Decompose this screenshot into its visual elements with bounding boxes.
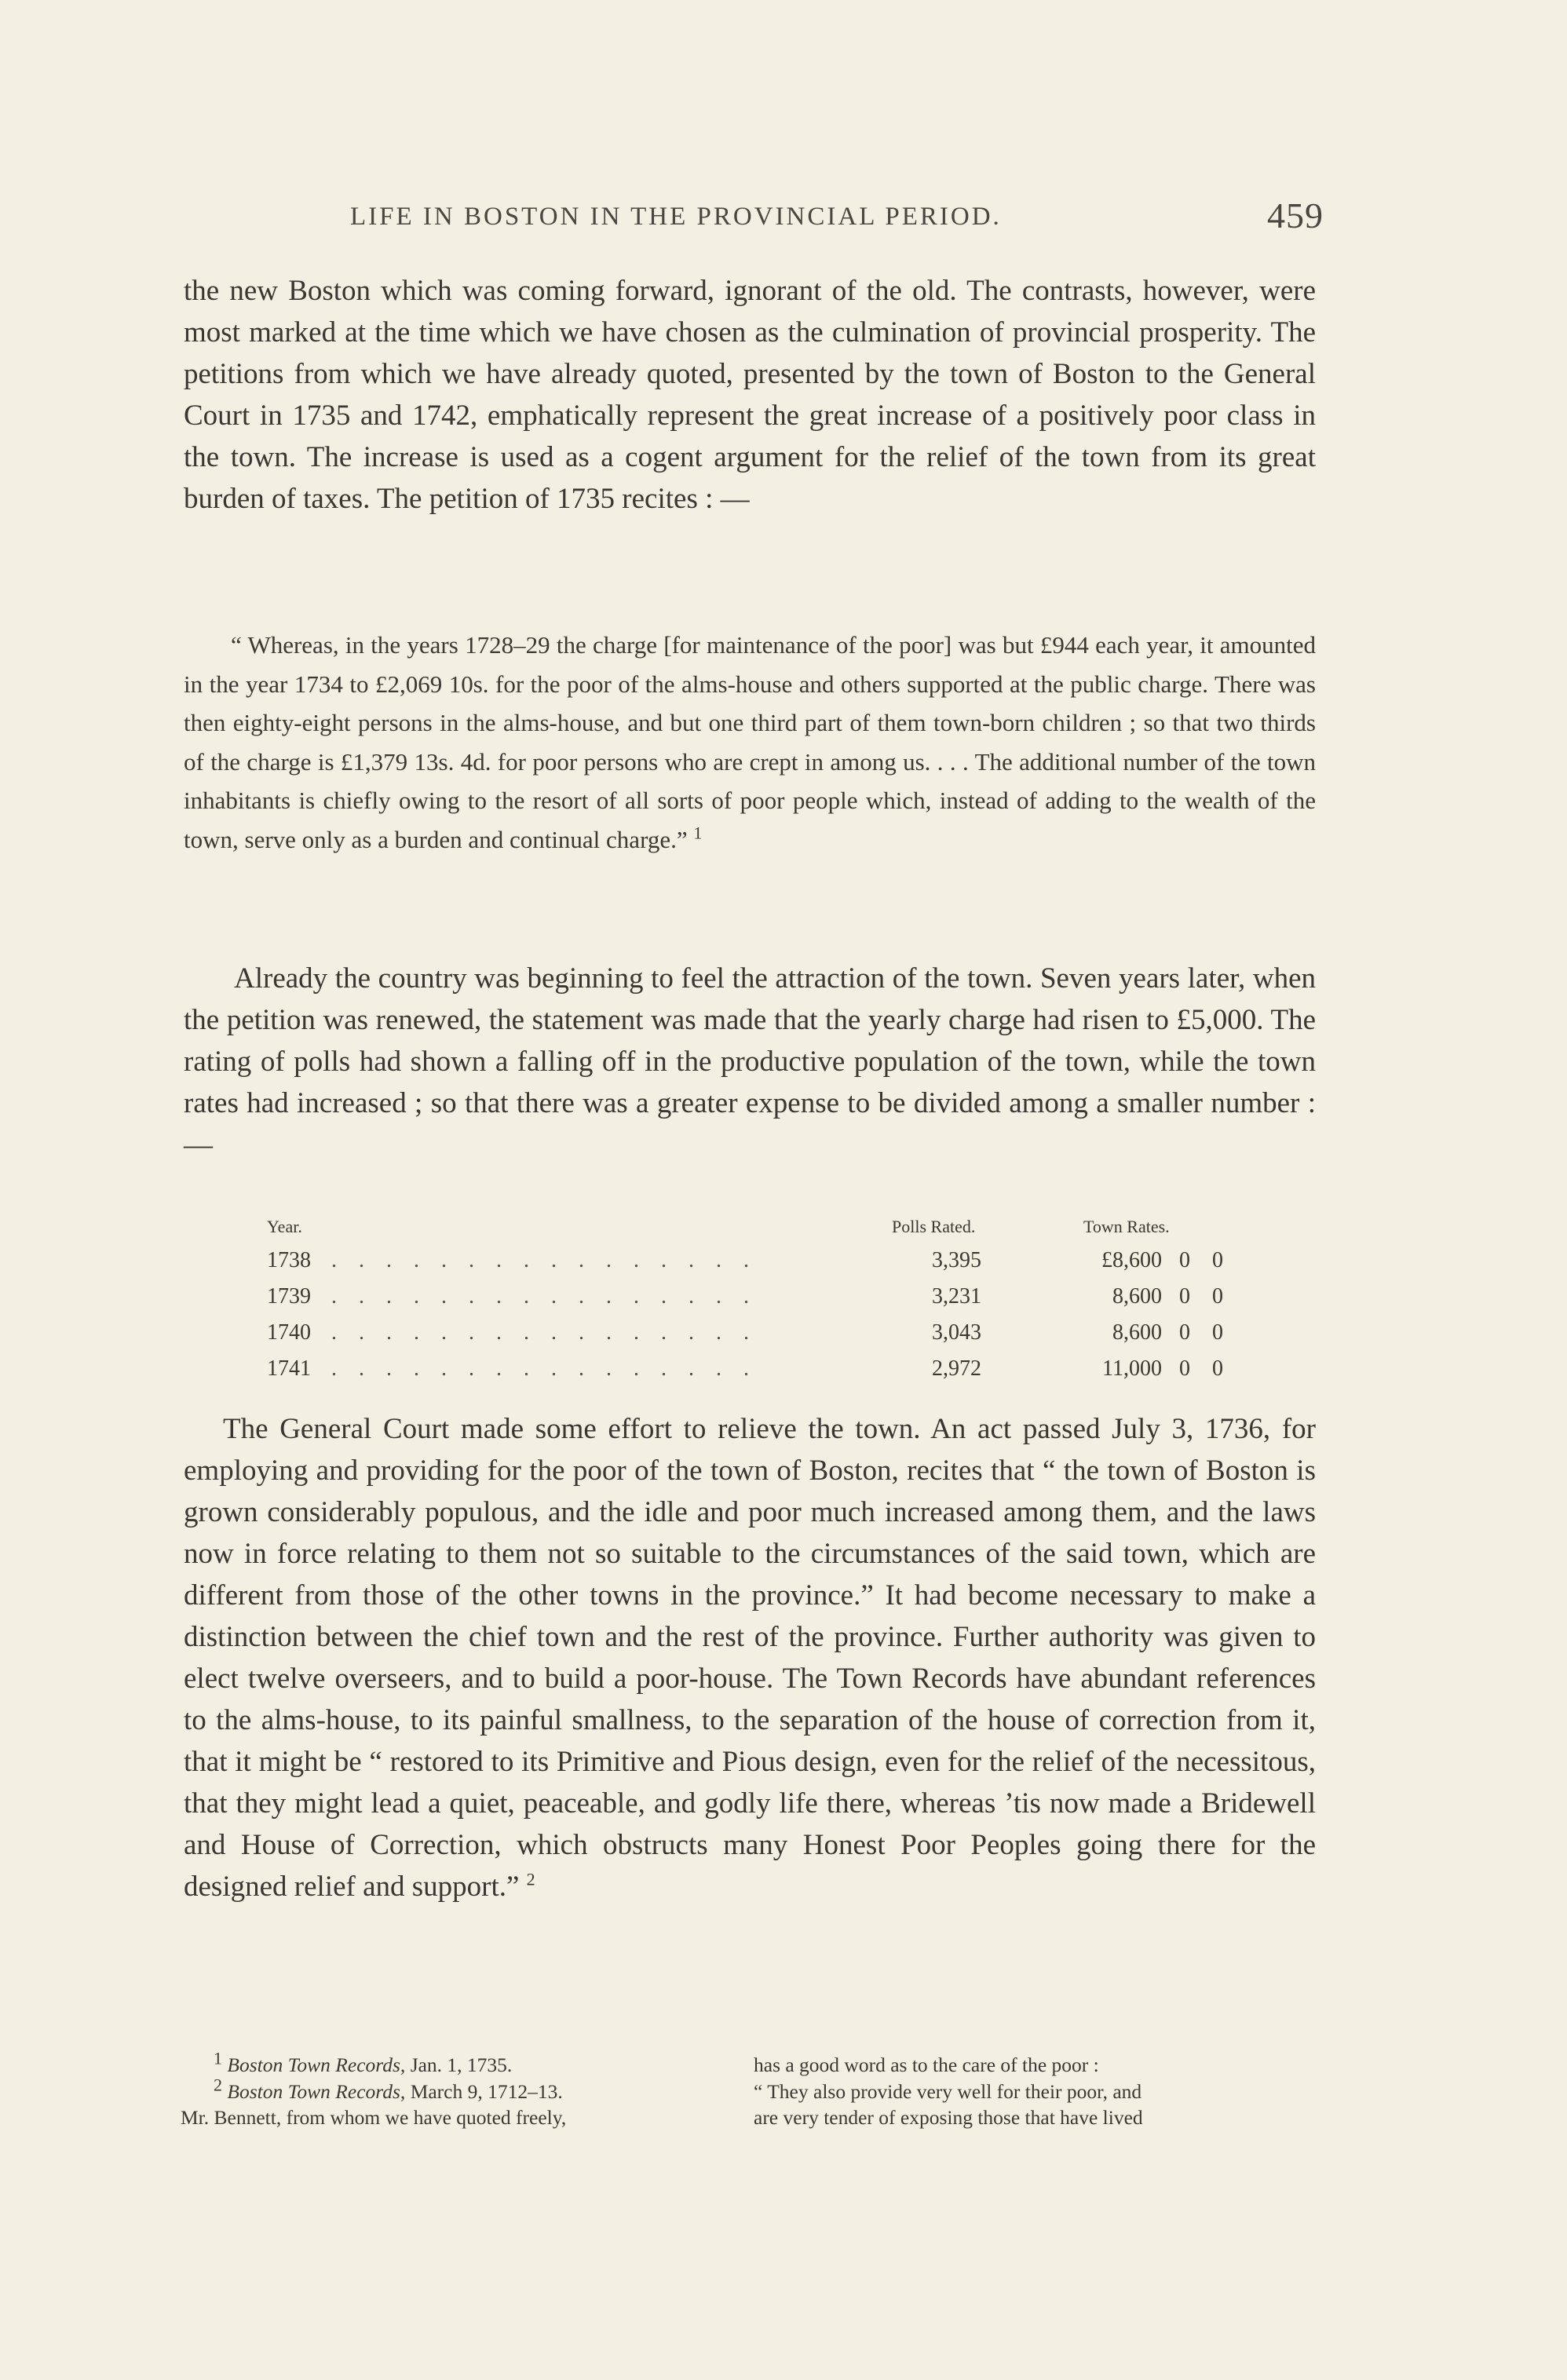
footnote-2-source: Boston Town Records,	[227, 2079, 406, 2103]
row-polls: 3,231	[932, 1284, 981, 1309]
header-town-rates: Town Rates.	[1083, 1217, 1170, 1236]
row-town-rate: 8,600	[1112, 1320, 1162, 1345]
row-pence: 0	[1212, 1320, 1223, 1345]
footnote-2-date: March 9, 1712–13.	[410, 2079, 563, 2103]
footnote-ref-1: 1	[693, 823, 703, 843]
header-polls-rated: Polls Rated.	[892, 1217, 976, 1236]
dot-leader: . . . . . . . . . . . . . . . .	[331, 1320, 758, 1345]
footnote-2-right-line-2: “ They also provide very well for their poor, and	[754, 2079, 1142, 2103]
paragraph-2-text: Already the country was beginning to feel the attraction of the town. Seven years later, when the petition was renewed, the statement was made that the yearly charge had risen to £5,000. The rating of polls had shown a falling off in the productive population of the town, while the town rates had increased ; so that there was a greater expense to be divided among a smaller number : —	[184, 962, 1316, 1161]
row-shillings: 0	[1179, 1320, 1190, 1345]
footnote-1-source: Boston Town Records,	[227, 2053, 406, 2076]
block-quote-paragraph	[184, 626, 1316, 859]
row-year: 1739	[267, 1284, 311, 1309]
header-year: Year.	[267, 1217, 302, 1236]
row-polls: 2,972	[932, 1356, 981, 1381]
row-town-rate: 11,000	[1102, 1356, 1162, 1381]
polls-rates-table	[267, 1217, 1240, 1393]
dot-leader: . . . . . . . . . . . . . . . .	[331, 1248, 758, 1272]
block-quote	[184, 626, 1316, 859]
paragraph-3	[184, 1408, 1316, 1907]
footnote-2-right-line-1: has a good word as to the care of the poor :	[754, 2053, 1099, 2076]
footnote-ref-2: 2	[526, 1869, 535, 1889]
row-pence: 0	[1212, 1248, 1223, 1272]
footnote-2-number: 2	[214, 2075, 222, 2094]
table-header-row	[267, 1217, 1240, 1248]
table-row	[267, 1356, 1240, 1393]
dot-leader: . . . . . . . . . . . . . . . .	[331, 1356, 758, 1381]
footnotes-left-column	[181, 2048, 738, 2131]
footnote-2-continued: Mr. Bennett, from whom we have quoted freely,	[181, 2106, 567, 2129]
footnote-1	[181, 2048, 738, 2079]
paragraph-3-paragraph	[184, 1408, 1316, 1907]
table-row	[267, 1320, 1240, 1356]
paragraph-2	[184, 958, 1316, 1166]
footnote-2	[181, 2075, 738, 2105]
row-polls: 3,043	[932, 1320, 981, 1345]
row-year: 1741	[267, 1356, 311, 1381]
table-row	[267, 1284, 1240, 1320]
row-polls: 3,395	[932, 1248, 981, 1272]
row-year: 1738	[267, 1248, 311, 1272]
table-row	[267, 1248, 1240, 1284]
footnote-1-number: 1	[214, 2048, 222, 2068]
row-shillings: 0	[1179, 1284, 1190, 1309]
row-shillings: 0	[1179, 1356, 1190, 1381]
footnotes-right-column	[754, 2052, 1313, 2131]
running-title: LIFE IN BOSTON IN THE PROVINCIAL PERIOD.	[350, 203, 1002, 231]
footnote-2-right-line-3: are very tender of exposing those that have lived	[754, 2106, 1143, 2129]
row-town-rate: £8,600	[1101, 1248, 1162, 1272]
footnote-1-date: Jan. 1, 1735.	[410, 2053, 513, 2076]
block-quote-text: “ Whereas, in the years 1728–29 the charge [for maintenance of the poor] was but £944 each year, it amounted in the year 1734 to £2,069 10s. for the poor of the alms-house and others supported at the public charge. There was then eighty-eight persons in the alms-house, and but one third part of them town-born children ; so that two thirds of the charge is £1,379 13s. 4d. for poor persons who are crept in among us. . . . The additional number of the town inhabitants is chiefly owing to the resort of all sorts of poor people which, instead of adding to the wealth of the town, serve only as a burden and continual charge.”	[184, 631, 1316, 853]
row-shillings: 0	[1179, 1248, 1190, 1272]
row-year: 1740	[267, 1320, 311, 1345]
row-town-rate: 8,600	[1112, 1284, 1162, 1309]
paragraph-1	[184, 270, 1316, 520]
paragraph-1-text: the new Boston which was coming forward, ignorant of the old. The contrasts, however, were most marked at the time which we have chosen as the culmination of provincial prosperity. The petitions from which we have already quoted, presented by the town of Boston to the General Court in 1735 and 1742, emphatically represent the great increase of a positively poor class in the town. The increase is used as a cogent argument for the relief of the town from its great burden of taxes. The petition of 1735 recites : —	[184, 275, 1316, 515]
page-number: 459	[1267, 195, 1324, 235]
paragraph-3-text: The General Court made some effort to relieve the town. An act passed July 3, 1736, for employing and providing for the poor of the town of Boston, recites that “ the town of Boston is grown considerably populous, and the idle and poor much increased among them, and the laws now in force relating to them not so suitable to the circumstances of the said town, which are different from those of the other towns in the province.” It had become necessary to make a distinction between the chief town and the rest of the province. Further authority was given to elect twelve overseers, and to build a poor-house. The Town Records have abundant references to the alms-house, to its painful smallness, to the separation of the house of correction from it, that it might be “ restored to its Primitive and Pious design, even for the relief of the necessitous, that they might lead a quiet, peaceable, and godly life there, whereas ’tis now made a Bridewell and House of Correction, which obstructs many Honest Poor Peoples going there for the designed relief and support.”	[184, 1413, 1316, 1903]
row-pence: 0	[1212, 1356, 1223, 1381]
row-pence: 0	[1212, 1284, 1223, 1309]
dot-leader: . . . . . . . . . . . . . . . .	[331, 1284, 758, 1309]
